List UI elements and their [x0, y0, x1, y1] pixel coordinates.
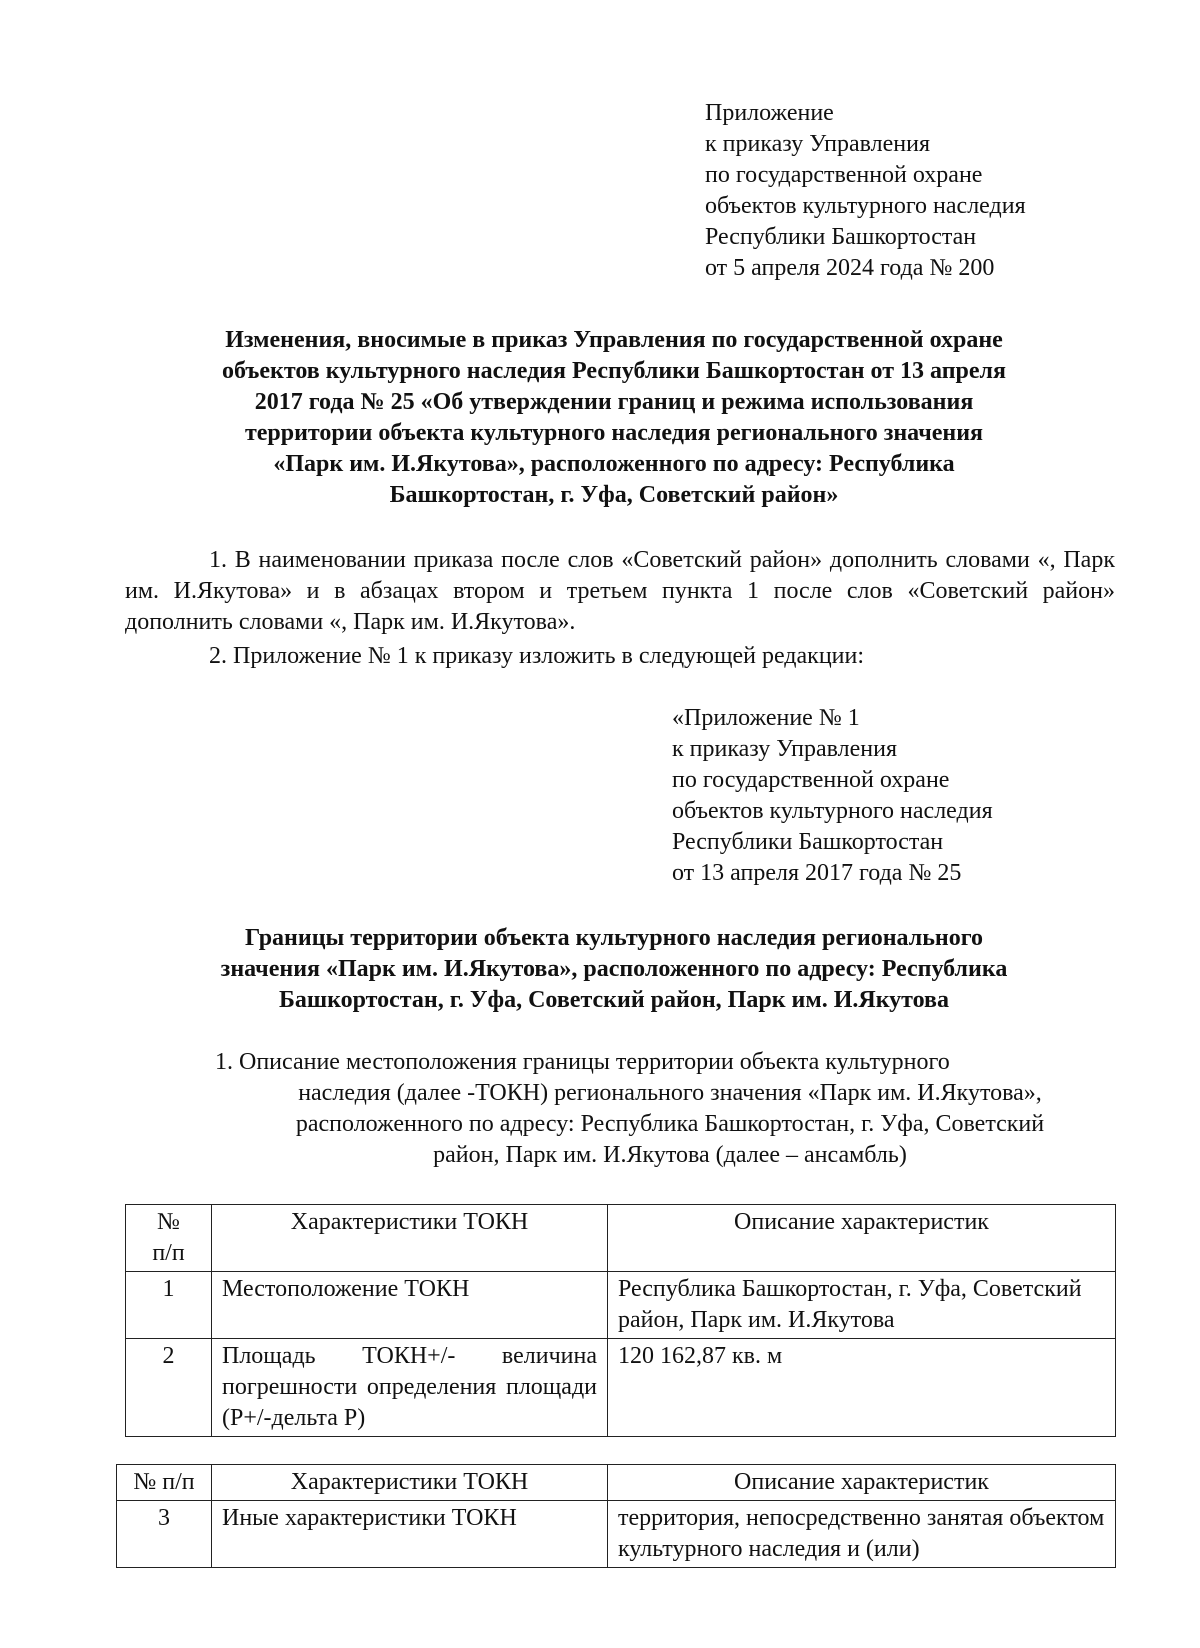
row-num: 3: [117, 1501, 212, 1568]
row-characteristic: Местоположение ТОКН: [212, 1272, 608, 1339]
title-line: «Парк им. И.Якутова», расположенного по адресу: Республика: [273, 451, 955, 477]
annex-line: от 5 апреля 2024 года № 200: [705, 255, 995, 281]
section1-line: 1. Описание местоположения границы территории объекта культурного: [215, 1049, 950, 1075]
table-row: [126, 1272, 1116, 1339]
annex-line: объектов культурного наследия: [705, 193, 1026, 219]
row-num: 1: [126, 1272, 212, 1339]
table-row: [126, 1339, 1116, 1437]
annex-line: Приложение: [705, 100, 834, 126]
subtitle-line: Границы территории объекта культурного наследия регионального: [244, 925, 984, 951]
annex2-line: по государственной охране: [672, 767, 950, 793]
document-title: [130, 325, 1098, 511]
header-description: Описание характеристик: [608, 1465, 1116, 1501]
paragraph-2: 2. Приложение № 1 к приказу изложить в следующей редакции:: [209, 643, 865, 669]
title-line: Башкортостан, г. Уфа, Советский район»: [389, 482, 839, 508]
annex-line: Республики Башкортостан: [705, 224, 977, 250]
header-num: № п/п: [126, 1205, 212, 1272]
characteristics-table: [125, 1204, 1116, 1437]
row-characteristic: Площадь ТОКН+/- величина погрешности определения площади (Р+/-дельта Р): [212, 1339, 608, 1437]
annex2-line: объектов культурного наследия: [672, 798, 993, 824]
section-title: [130, 923, 1098, 1016]
subtitle-line: значения «Парк им. И.Якутова», расположенного по адресу: Республика: [220, 956, 1008, 982]
annex-block: [705, 98, 1026, 284]
title-line: 2017 года № 25 «Об утверждении границ и режима использования: [254, 389, 974, 415]
annex-line: к приказу Управления: [705, 131, 931, 157]
annex2-line: от 13 апреля 2017 года № 25: [672, 860, 962, 886]
section-1-heading: [215, 1047, 1125, 1171]
annex-line: по государственной охране: [705, 162, 983, 188]
header-characteristic: Характеристики ТОКН: [212, 1465, 608, 1501]
annex2-line: к приказу Управления: [672, 736, 898, 762]
title-line: Изменения, вносимые в приказ Управления по государственной охране: [225, 327, 1003, 353]
characteristics-table-continued: [116, 1464, 1116, 1568]
section1-line: наследия (далее -ТОКН) регионального значения «Парк им. И.Якутова»,: [298, 1080, 1042, 1106]
row-num: 2: [126, 1339, 212, 1437]
section1-line: район, Парк им. И.Якутова (далее – ансамбль): [433, 1142, 907, 1168]
row-description: Республика Башкортостан, г. Уфа, Советский район, Парк им. И.Якутова: [608, 1272, 1116, 1339]
header-characteristic: Характеристики ТОКН: [212, 1205, 608, 1272]
annex2-block: [672, 703, 993, 889]
table-row: [117, 1501, 1116, 1568]
row-description: территория, непосредственно занятая объектом культурного наследия и (или): [608, 1501, 1116, 1568]
header-description: Описание характеристик: [608, 1205, 1116, 1272]
section1-line: расположенного по адресу: Республика Башкортостан, г. Уфа, Советский: [295, 1111, 1045, 1137]
header-num: № п/п: [117, 1465, 212, 1501]
row-characteristic: Иные характеристики ТОКН: [212, 1501, 608, 1568]
annex2-line: Республики Башкортостан: [672, 829, 944, 855]
table-header-row: [117, 1465, 1116, 1501]
paragraph-1: 1. В наименовании приказа после слов «Советский район» дополнить словами «, Парк им. И.Якутова» и в абзацах втором и третьем пункта 1 после слов «Советский район» дополнить словами «, Парк им. И.Якутова».: [125, 547, 1115, 635]
title-line: территории объекта культурного наследия регионального значения: [244, 420, 984, 446]
row-description: 120 162,87 кв. м: [608, 1339, 1116, 1437]
title-line: объектов культурного наследия Республики Башкортостан от 13 апреля: [222, 358, 1006, 384]
subtitle-line: Башкортостан, г. Уфа, Советский район, Парк им. И.Якутова: [278, 987, 950, 1013]
annex2-line: «Приложение № 1: [672, 705, 860, 731]
table-header-row: [126, 1205, 1116, 1272]
